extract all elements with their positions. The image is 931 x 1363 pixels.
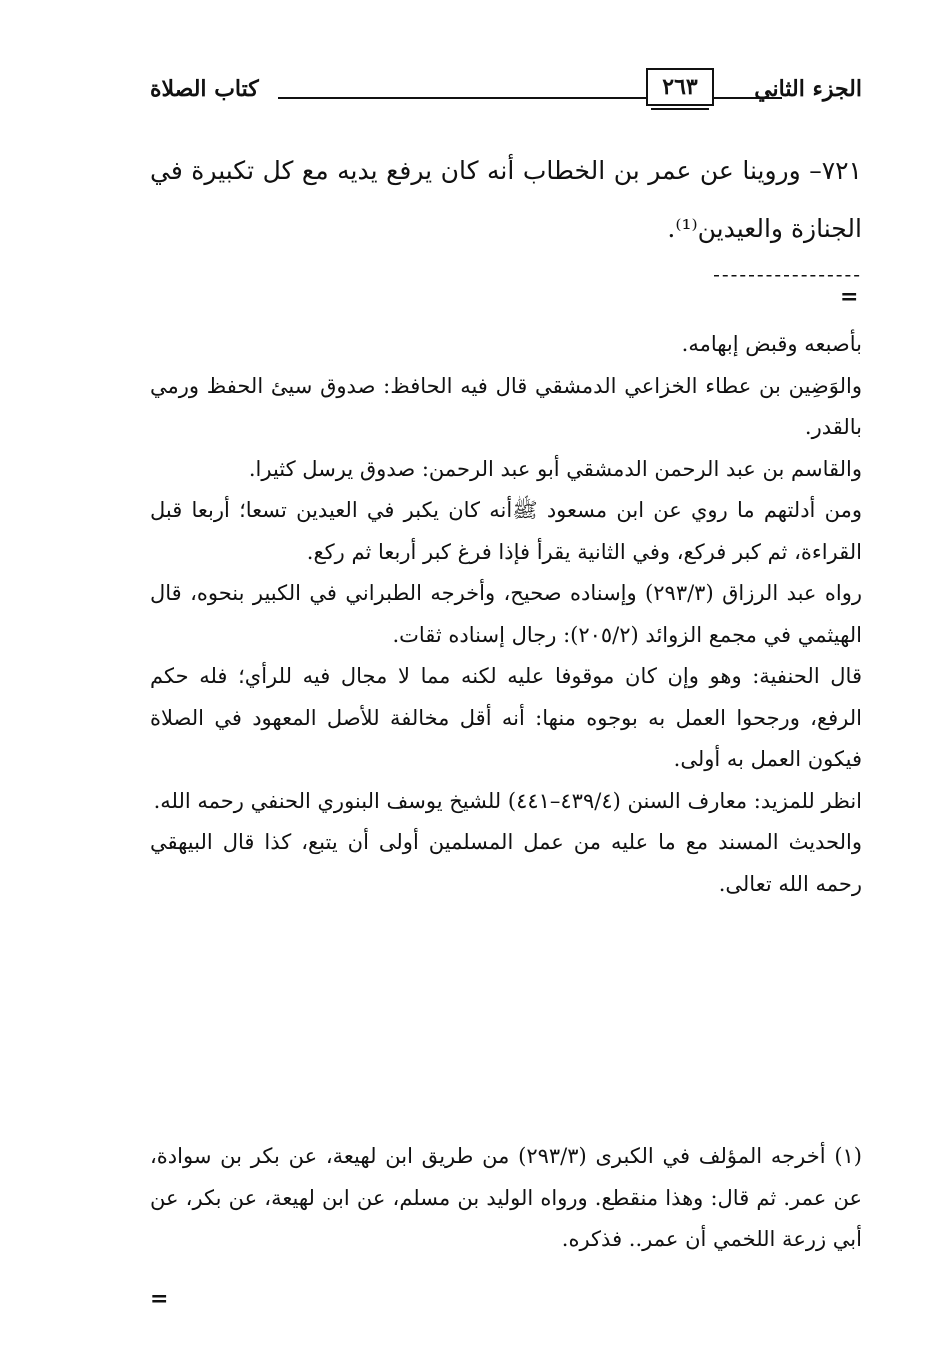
note-paragraph: والوَضِين بن عطاء الخزاعي الدمشقي قال فيه الحافظ: صدوق سيئ الحفظ ورمي بالقدر.: [150, 373, 862, 439]
page-number: ٢٦٣: [646, 68, 714, 106]
footnote-block: [150, 1136, 862, 1261]
note-paragraph: ومن أدلتهم ما روي عن ابن مسعود ﷺأنه كان يكبر في العيدين تسعا؛ أربعا قبل القراءة، ثم كبر فركع، وفي الثانية يقرأ فإذا فرغ كبر أربعا ثم ركع.: [150, 498, 862, 564]
note-paragraph: بأصبعه وقبض إبهامه.: [681, 332, 862, 356]
continuation-mark-bottom: =: [150, 1286, 169, 1312]
chapter-title: كتاب الصلاة: [150, 76, 259, 102]
footnote-paragraph: (١) أخرجه المؤلف في الكبرى (٢٩٣/٣) من طريق ابن لهيعة، عن بكر بن سوادة، عن عمر. ثم قال: وهذا منقطع. ورواه الوليد بن مسلم، عن ابن لهيعة، عن بكر، عن أبي زرعة اللخمي أن عمر.. فذكره.: [150, 1144, 862, 1251]
notes-block: [150, 324, 862, 905]
note-paragraph: انظر للمزيد: معارف السنن (٤٣٩/٤–٤٤١) للشيخ يوسف البنوري الحنفي رحمه الله.: [153, 788, 862, 813]
note-paragraph: والحديث المسند مع ما عليه من عمل المسلمين أولى أن يتبع، كذا قال البيهقي رحمه الله تعالى.: [150, 830, 862, 896]
note-paragraph: قال الحنفية: وهو وإن كان موقوفا عليه لكنه مما لا مجال فيه للرأي؛ فله حكم الرفع، ورجحوا العمل به بوجوه منها: أنه أقل مخالفة للأصل المعهود في الصلاة فيكون العمل به أولى.: [150, 664, 862, 771]
note-paragraph: رواه عبد الرزاق (٢٩٣/٣) وإسناده صحيح، وأخرجه الطبراني في الكبير بنحوه، قال الهيثمي في مجمع الزوائد (٢٠٥/٢): رجال إسناده ثقات.: [150, 581, 862, 647]
footnote-separator: -----------------: [713, 262, 862, 286]
continuation-mark-top: =: [840, 284, 859, 310]
hadith-text: ٧٢١– وروينا عن عمر بن الخطاب أنه كان يرفع يديه مع كل تكبيرة في الجنازة والعيدين⁽¹⁾.: [150, 156, 862, 243]
header-rule-left: [278, 97, 648, 99]
note-paragraph: والقاسم بن عبد الرحمن الدمشقي أبو عبد الرحمن: صدوق يرسل كثيرا.: [248, 456, 862, 481]
volume-title: الجزء الثاني: [754, 76, 862, 102]
running-header: [150, 68, 862, 112]
